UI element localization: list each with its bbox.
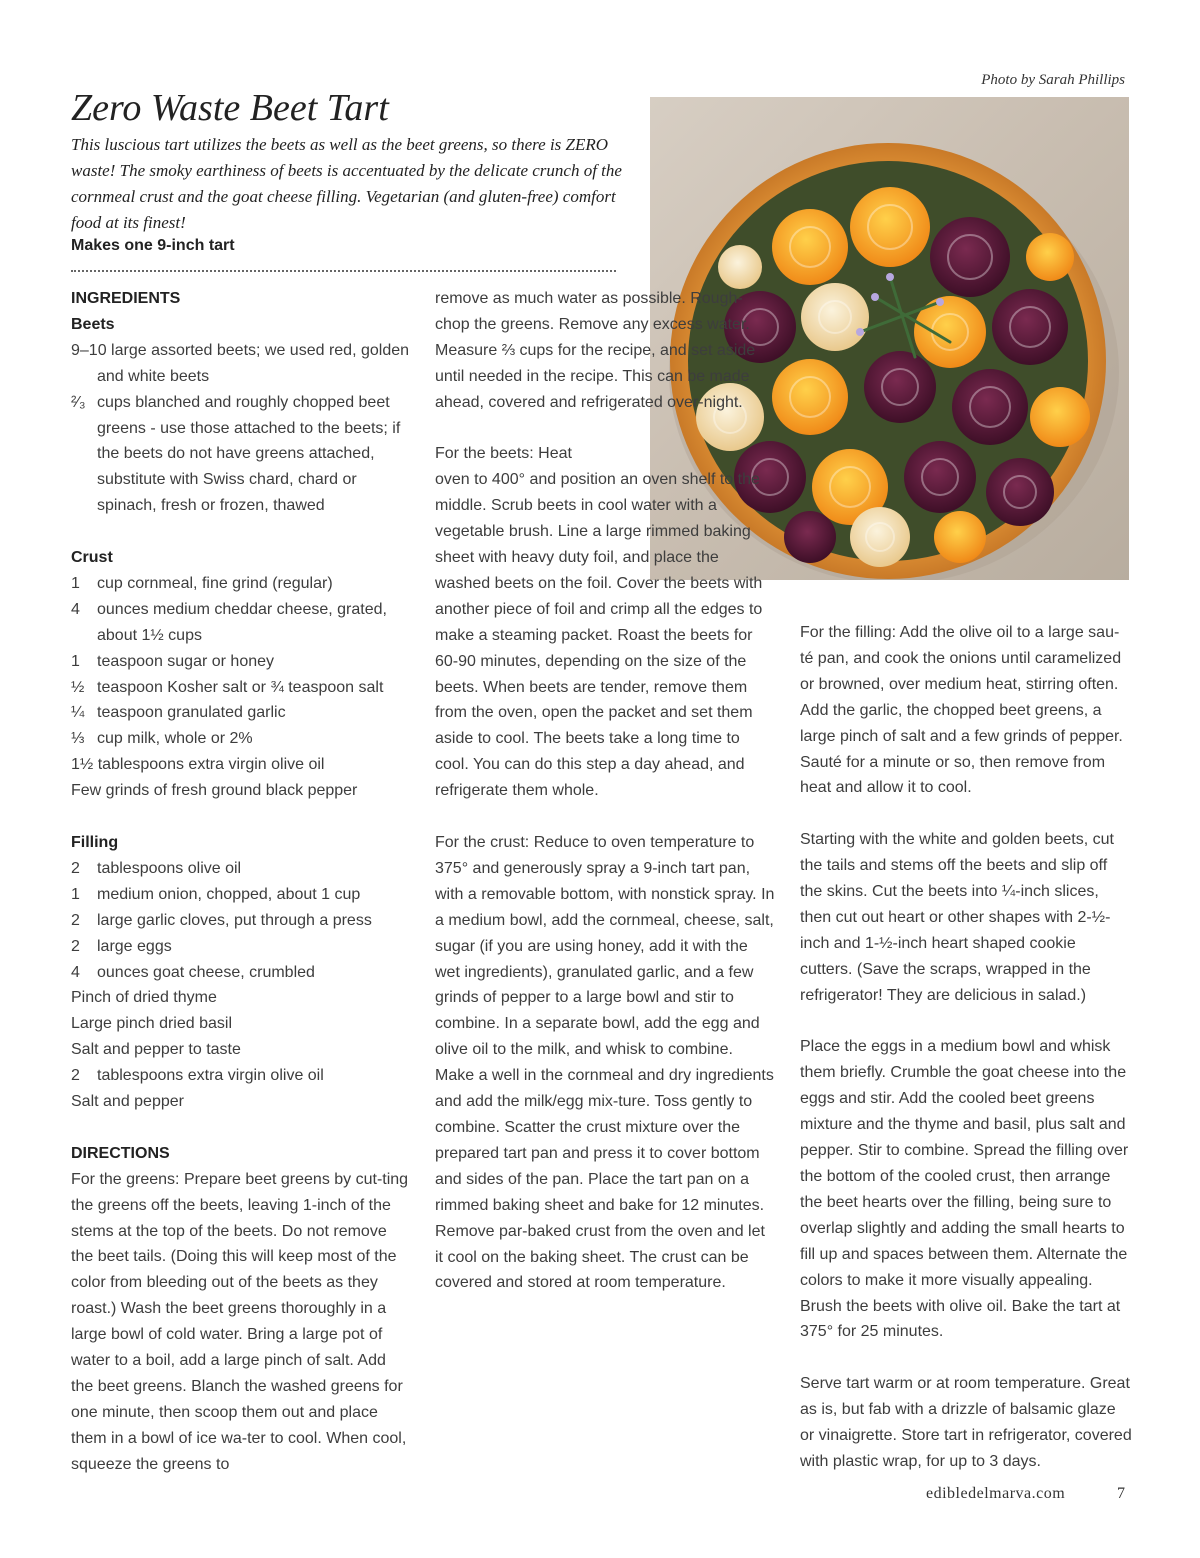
ingredient-text: tablespoons extra virgin olive oil: [97, 1067, 324, 1085]
crust-heading: Crust: [71, 549, 113, 567]
ingredient-text: ounces goat cheese, crumbled: [97, 963, 315, 981]
ingredient-qty: 2: [71, 1067, 80, 1085]
crust-direction: For the crust: Reduce to oven temperature to 375° and generously spray a 9-inch tart pan, with a removable bottom, with nonstick spray. In a medium bowl, add the cornmeal, cheese, salt, sugar (if you are using honey, add it with the wet ingredients), granulated garlic, and a few grinds of pepper to a large bowl and stir to combine. In a separate bowl, add the egg and olive oil to the milk, and whisk to combine. Make a well in the cornmeal and dry ingredients and add the milk/egg mix-ture. Toss gently to combine. Scatter the crust mixture over the prepared tart pan and press it to cover bottom and sides of the pan. Place the tart pan on a rimmed baking sheet and bake for 12 minutes. Remove par-baked crust from the oven and let it cool on the baking sheet. The crust can be covered and stored at room temperature.: [435, 834, 775, 1292]
serve-direction: Serve tart warm or at room temperature. Great as is, but fab with a drizzle of balsamic glaze or vinaigrette. Store tart in refrigerator, covered with plastic wrap, for up to 3 days.: [800, 1375, 1132, 1470]
intro-paragraph: This luscious tart utilizes the beets as well as the beet greens, so there is ZERO waste! The smoky earthiness of beets is accentuated by the delicate crunch of the cornmeal crust and the goat cheese filling. Vegetarian (and gluten-free) comfort food at its finest!: [71, 135, 622, 232]
intro-text: [71, 132, 631, 236]
filling-direction: For the filling: Add the olive oil to a large sau-té pan, and cook the onions until caramelized or browned, over medium heat, stirring often. Add the garlic, the chopped beet greens, a large pinch of salt and a few grinds of pepper. Sauté for a minute or so, then remove from heat and allow it to cool.: [800, 624, 1123, 797]
ingredient-text: cup milk, whole or 2%: [97, 730, 253, 748]
ingredient-line: [71, 908, 411, 934]
ingredient-line: [71, 856, 411, 882]
ingredient-line: [71, 700, 411, 726]
ingredient-line: [71, 649, 411, 675]
ingredient-text: ounces medium cheddar cheese, grated, about 1½ cups: [97, 600, 387, 644]
ingredient-line: [71, 934, 411, 960]
ingredient-qty: 1: [71, 652, 80, 670]
greens-direction-continued: remove as much water as possible. Rough-chop the greens. Remove any excess water. Measure ⅔ cups for the recipe, and set aside until needed in the recipe. This can be made ahead, covered and refrigerated over-night.: [435, 290, 756, 411]
greens-direction: For the greens: Prepare beet greens by cut-ting the greens off the beets, leaving 1-inch of the stems at the top of the beets. Do not remove the beet tails. (Doing this will keep most of the color from bleeding out of the beets as they roast.) Wash the beet greens thoroughly in a large bowl of cold water. Bring a large pot of water to a boil, add a large pinch of salt. Add the beet greens. Blanch the washed greens for one minute, then scoop them out and place them in a bowl of ice wa-ter to cool. When cool, squeeze the greens to: [71, 1170, 409, 1473]
directions-heading: DIRECTIONS: [71, 1144, 170, 1162]
ingredient-line: Salt and pepper: [71, 1093, 184, 1111]
ingredient-text: teaspoon sugar or honey: [97, 652, 275, 670]
ingredient-qty: 2: [71, 911, 80, 929]
beets-direction: oven to 400° and position an oven shelf to the middle. Scrub beets in cool water with a vegetable brush. Line a large rimmed baking sheet with heavy duty foil, and place the washed beets on the foil. Cover the beets with another piece of foil and crimp all the edges to make a steaming packet. Roast the beets for 60-90 minutes, depending on the size of the beets. When beets are tender, remove them from the oven, open the packet and set them aside to cool. The beets take a long time to cool. You can do this step a day ahead, and refrigerate them whole.: [435, 471, 763, 800]
ingredient-qty: 2: [71, 859, 80, 877]
beets-heading: Beets: [71, 315, 115, 333]
directions-column-3: [800, 620, 1132, 1475]
ingredient-qty: ⅓: [71, 730, 85, 748]
ingredient-text: large eggs: [97, 937, 172, 955]
dotted-divider: [71, 270, 616, 272]
ingredient-line: [71, 390, 411, 520]
ingredient-text: cup cornmeal, fine grind (regular): [97, 574, 333, 592]
assemble-direction: Place the eggs in a medium bowl and whisk them briefly. Crumble the goat cheese into the eggs and stir. Add the cooled beet greens mixture and the thyme and basil, plus salt and pepper. Stir to combine. Spread the filling over the bottom of the cooled crust, then arrange the beet hearts over the filling, being sure to overlap slightly and adding the small hearts to fill up and spaces between them. Alternate the colors to make it more visually appealing. Brush the beets with olive oil. Bake the tart at 375° for 25 minutes.: [800, 1038, 1129, 1341]
ingredient-text: teaspoon granulated garlic: [97, 704, 286, 722]
ingredients-heading: INGREDIENTS: [71, 290, 181, 307]
ingredient-text: tablespoons olive oil: [97, 859, 242, 877]
beet-shapes-direction: Starting with the white and golden beets, cut the tails and stems off the beets and slip off the skins. Cut the beets into ¼-inch slices, then cut out heart or other shapes with 2-½-inch and 1-½-inch heart shaped cookie cutters. (Save the scraps, wrapped in the refrigerator! They are delicious in salad.): [800, 831, 1114, 1004]
filling-heading: Filling: [71, 834, 119, 851]
ingredient-line: 9–10 large assorted beets; we used red, golden and white beets: [71, 341, 410, 385]
ingredient-line: [71, 1063, 411, 1089]
photo-credit: Photo by Sarah Phillips: [981, 72, 1125, 88]
page-title: Zero Waste Beet Tart: [71, 87, 389, 129]
ingredient-qty: ½: [71, 678, 85, 696]
ingredient-qty: 2: [71, 937, 80, 955]
ingredient-line: Few grinds of fresh ground black pepper: [71, 782, 358, 800]
ingredient-line: [71, 597, 411, 649]
ingredient-line: [71, 571, 411, 597]
ingredient-qty: 4: [71, 963, 80, 981]
footer-site: edibledelmarva.com: [926, 1485, 1066, 1502]
ingredient-line: [71, 960, 411, 986]
ingredient-line: 1½ tablespoons extra virgin olive oil: [71, 756, 325, 774]
ingredient-text: large garlic cloves, put through a press: [97, 911, 372, 929]
ingredient-text: teaspoon Kosher salt or ¾ teaspoon salt: [97, 678, 384, 696]
page-number: 7: [1117, 1485, 1125, 1502]
ingredient-line: [71, 675, 411, 701]
ingredient-line: [71, 726, 411, 752]
ingredient-qty: 1: [71, 885, 80, 903]
ingredient-qty: ¼: [71, 704, 85, 722]
ingredients-column: [71, 286, 411, 1478]
ingredient-text: cups blanched and roughly chopped beet greens - use those attached to the beets; if the beets do not have greens attached, substitute with Swiss chard, chard or spinach, fresh or frozen, thawed: [97, 393, 401, 515]
ingredient-line: Large pinch dried basil: [71, 1015, 232, 1033]
ingredient-qty: ²⁄₃: [71, 393, 86, 411]
ingredient-qty: 1: [71, 574, 80, 592]
ingredient-line: Salt and pepper to taste: [71, 1041, 241, 1059]
ingredient-text: medium onion, chopped, about 1 cup: [97, 885, 361, 903]
directions-column-2: [435, 286, 775, 1296]
ingredient-line: [71, 882, 411, 908]
ingredient-line: Pinch of dried thyme: [71, 989, 217, 1007]
recipe-yield: Makes one 9-inch tart: [71, 237, 235, 254]
beets-direction-intro: For the beets: Heat: [435, 445, 572, 463]
ingredient-qty: 4: [71, 600, 80, 618]
